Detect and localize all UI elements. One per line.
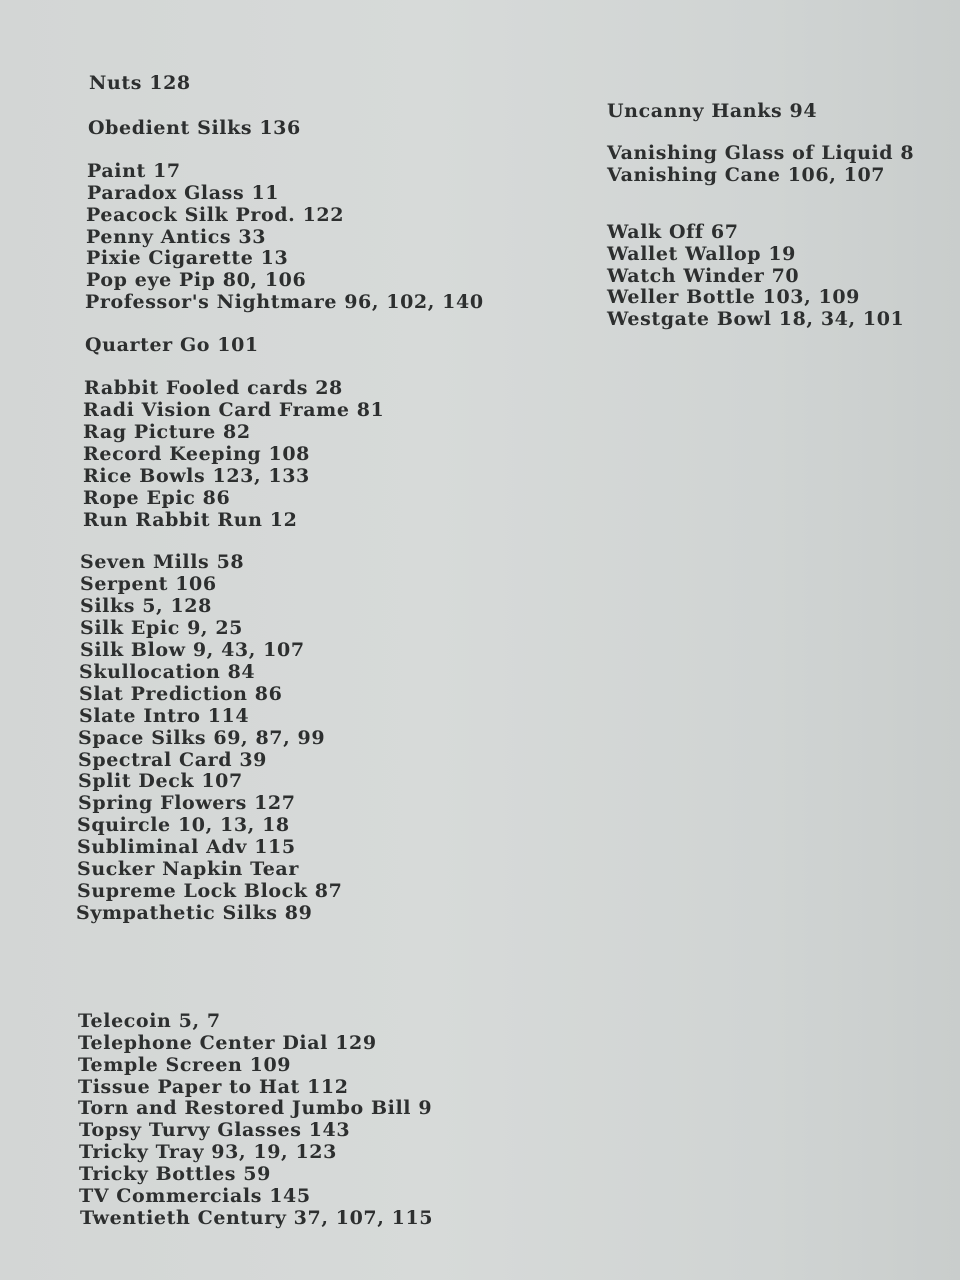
index-entry: Topsy Turvy Glasses 143 xyxy=(79,1119,351,1142)
index-entry: Weller Bottle 103, 109 xyxy=(607,286,860,309)
index-entry: Torn and Restored Jumbo Bill 9 xyxy=(78,1097,433,1120)
index-entry: Rope Epic 86 xyxy=(83,486,231,509)
index-entry: Spring Flowers 127 xyxy=(78,792,296,815)
index-entry: Slat Prediction 86 xyxy=(79,682,283,705)
index-entry: Watch Winder 70 xyxy=(607,264,800,287)
index-entry: Space Silks 69, 87, 99 xyxy=(78,726,326,749)
index-entry: Split Deck 107 xyxy=(78,770,243,793)
index-entry: Paradox Glass 11 xyxy=(87,181,280,204)
index-entry: Professor's Nightmare 96, 102, 140 xyxy=(85,291,484,314)
index-entry: Seven Mills 58 xyxy=(80,551,245,574)
index-entry: Obedient Silks 136 xyxy=(88,116,301,139)
index-entry: Vanishing Cane 106, 107 xyxy=(607,163,886,186)
index-entry: Tricky Tray 93, 19, 123 xyxy=(79,1141,337,1164)
index-entry: Nuts 128 xyxy=(89,72,191,94)
index-entry: Silk Blow 9, 43, 107 xyxy=(80,639,305,662)
index-entry: Serpent 106 xyxy=(80,573,217,596)
index-entry: Record Keeping 108 xyxy=(83,442,310,465)
index-entry: Silk Epic 9, 25 xyxy=(80,617,243,640)
index-entry: Pixie Cigarette 13 xyxy=(86,247,289,270)
index-entry: Squircle 10, 13, 18 xyxy=(77,814,290,837)
index-column-right xyxy=(607,101,947,331)
index-entry: Penny Antics 33 xyxy=(86,225,267,248)
index-entry: Tissue Paper to Hat 112 xyxy=(78,1075,349,1098)
index-entry: Skullocation 84 xyxy=(79,660,256,683)
index-entry: Vanishing Glass of Liquid 8 xyxy=(607,141,915,164)
index-entry: Run Rabbit Run 12 xyxy=(83,508,298,531)
index-entry: Sucker Napkin Tear xyxy=(77,858,299,881)
index-entry: Twentieth Century 37, 107, 115 xyxy=(80,1206,434,1229)
index-entry: Rice Bowls 123, 133 xyxy=(83,464,310,487)
index-entry: Spectral Card 39 xyxy=(78,748,267,771)
index-entry: Paint 17 xyxy=(87,159,181,182)
index-entry: Pop eye Pip 80, 106 xyxy=(86,269,307,292)
index-entry: Rag Picture 82 xyxy=(83,420,251,443)
index-entry: Temple Screen 109 xyxy=(78,1053,292,1076)
index-entry: Subliminal Adv 115 xyxy=(77,836,296,859)
index-column-left xyxy=(76,72,600,1230)
index-entry: Telephone Center Dial 129 xyxy=(78,1031,377,1054)
index-entry: Supreme Lock Block 87 xyxy=(77,880,343,902)
index-entry: Rabbit Fooled cards 28 xyxy=(84,377,343,400)
index-entry: Radi Vision Card Frame 81 xyxy=(83,398,385,421)
index-entry: Wallet Wallop 19 xyxy=(607,242,796,265)
index-entry: TV Commercials 145 xyxy=(79,1185,311,1208)
index-entry: Walk Off 67 xyxy=(607,220,739,243)
index-entry: Quarter Go 101 xyxy=(85,334,259,357)
index-entry: Telecoin 5, 7 xyxy=(78,1009,221,1032)
index-entry: Slate Intro 114 xyxy=(79,704,250,727)
index-entry: Westgate Bowl 18, 34, 101 xyxy=(607,308,905,331)
index-entry: Peacock Silk Prod. 122 xyxy=(86,203,345,226)
index-entry: Sympathetic Silks 89 xyxy=(76,901,313,924)
index-entry: Tricky Bottles 59 xyxy=(79,1163,271,1186)
index-entry: Uncanny Hanks 94 xyxy=(607,100,818,122)
index-entry: Silks 5, 128 xyxy=(80,595,212,618)
